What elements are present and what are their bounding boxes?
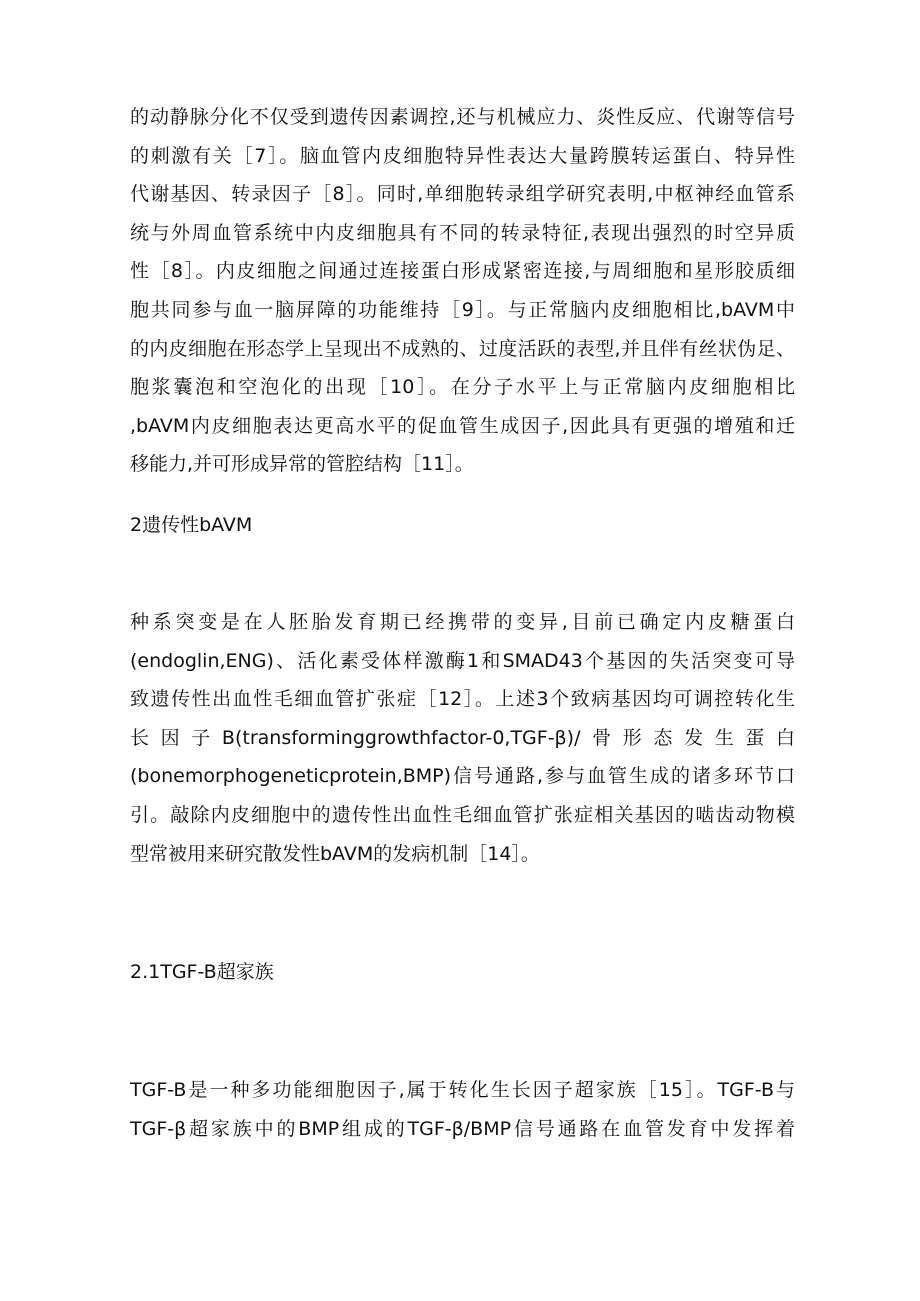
text-line: 胞共同参与血一脑屏障的功能维持［9］。与正常脑内皮细胞相比,bAVM中 — [130, 298, 795, 321]
text-line: 种系突变是在人胚胎发育期已经携带的变异,目前已确定内皮糖蛋白 — [130, 611, 795, 633]
text-line: (bonemorphogeneticprotein,BMP)信号通路,参与血管生成的诸多环节口 — [130, 765, 795, 788]
text-line: ,bAVM内皮细胞表达更高水平的促血管生成因子,因此具有更强的增殖和迁 — [130, 414, 795, 437]
text-line: 胞浆囊泡和空泡化的出现［10］。在分子水平上与正常脑内皮细胞相比 — [130, 376, 795, 399]
section-heading-hereditary-bavm: 2遗传性bAVM — [130, 514, 253, 536]
text-line: 引。敲除内皮细胞中的遗传性出血性毛细血管扩张症相关基因的啮齿动物模 — [130, 803, 795, 826]
paragraph-endothelial-differentiation — [130, 98, 795, 484]
section-heading-tgf-superfamily: 2.1TGF-B超家族 — [130, 961, 274, 983]
text-line: 代谢基因、转录因子［8］。同时,单细胞转录组学研究表明,中枢神经血管系 — [130, 183, 795, 206]
text-line: (endoglin,ENG)、活化素受体样激酶1和SMAD43个基因的失活突变可导 — [130, 649, 795, 672]
text-line: 的刺激有关［7］。脑血管内皮细胞特异性表达大量跨膜转运蛋白、特异性 — [130, 144, 795, 167]
paragraph-tgf-b — [130, 1071, 795, 1148]
text-line: 统与外周血管系统中内皮细胞具有不同的转录特征,表现出强烈的时空异质 — [130, 221, 795, 244]
text-line: 长因子B(transforminggrowthfactor-0,TGF-β)/骨形态发生蛋白 — [130, 726, 795, 749]
text-line: TGF-β超家族中的BMP组成的TGF-β/BMP信号通路在血管发育中发挥着 — [130, 1117, 795, 1140]
text-line: 的动静脉分化不仅受到遗传因素调控,还与机械应力、炎性反应、代谢等信号 — [130, 106, 795, 128]
text-line: 致遗传性出血性毛细血管扩张症［12］。上述3个致病基因均可调控转化生 — [130, 688, 795, 711]
text-line: TGF-B是一种多功能细胞因子,属于转化生长因子超家族［15］。TGF-B与 — [130, 1079, 795, 1101]
text-line: 型常被用来研究散发性bAVM的发病机制［14］。 — [130, 842, 540, 865]
text-line: 移能力,并可形成异常的管腔结构［11］。 — [130, 453, 474, 476]
text-line: 的内皮细胞在形态学上呈现出不成熟的、过度活跃的表型,并且伴有丝状伪足、 — [130, 337, 795, 360]
paragraph-germline-mutation — [130, 603, 795, 873]
text-line: 性［8］。内皮细胞之间通过连接蛋白形成紧密连接,与周细胞和星形胶质细 — [130, 260, 795, 283]
